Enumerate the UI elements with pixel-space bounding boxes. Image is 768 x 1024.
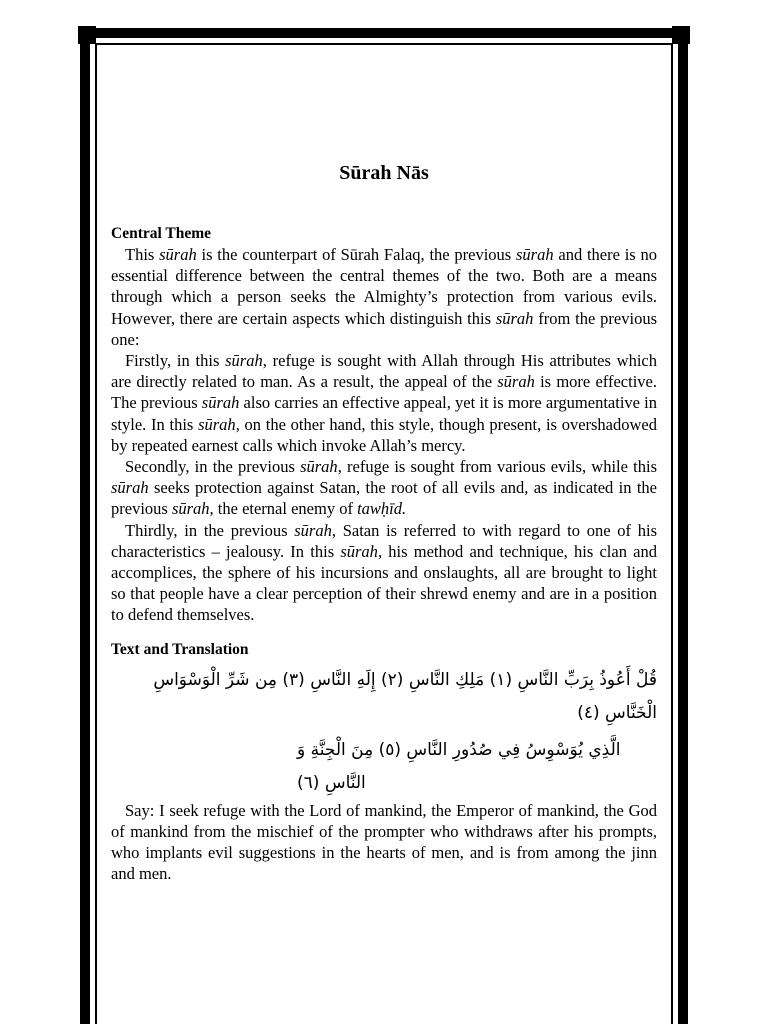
paragraph-4: Thirdly, in the previous sūrah, Satan is referred to with regard to one of his characteristics – jealousy. In this sūrah, his method and technique, his clan and accomplices, the sphere of his incursions and onslaughts, all are brought to light so that people have a clear perception of their shrewd enemy and are in a position to defend themselves.: [111, 520, 657, 625]
text-translation-heading: Text and Translation: [111, 640, 249, 658]
section-gap: [111, 626, 657, 640]
page-title: Sūrah Nās: [339, 162, 429, 184]
border-corner-top-left: [78, 26, 96, 44]
central-theme-heading: Central Theme: [111, 225, 212, 242]
arabic-verse-line-2: الَّذِي يُوَسْوِسُ فِي صُدُورِ النَّاسِ (٥) مِنَ الْجِنَّةِ وَ النَّاسِ (٦): [297, 739, 621, 793]
translation-paragraph: Say: I seek refuge with the Lord of mankind, the Emperor of mankind, the God of mankind from the mischief of the prompter who withdraws after his prompts, who implants evil suggestions in the hearts of men, and is from among the jinn and men.: [111, 800, 657, 884]
paragraph-3: Secondly, in the previous sūrah, refuge is sought from various evils, while this sūrah seeks protection against Satan, the root of all evils and, as indicated in the previous sūrah, the eternal enemy of tawḥīd.: [111, 457, 657, 519]
page-content: [111, 160, 657, 884]
border-corner-top-right: [672, 26, 690, 44]
paragraph-2: Firstly, in this sūrah, refuge is sought with Allah through His attributes which are directly related to man. As a result, the appeal of the sūrah is more effective. The previous sūrah also carries an effective appeal, yet it is more argumentative in style. In this sūrah, on the other hand, this style, though present, is overshadowed by repeated earnest calls which invoke Allah’s mercy.: [111, 351, 658, 455]
paragraph-1: This sūrah is the counterpart of Sūrah Falaq, the previous sūrah and there is no essential difference between the central themes of the two. Both are a means through which a person seeks the Almighty’s protection from various evils. However, there are certain aspects which distinguish this sūrah from the previous one:: [111, 245, 658, 349]
arabic-verse-line-1: قُلْ أَعُوذُ بِرَبِّ النَّاسِ (١) مَلِكِ النَّاسِ (٢) إِلَهِ النَّاسِ (٣) مِن شَرِّ الْوَسْوَاسِ الْخَنَّاسِ (٤): [153, 669, 657, 723]
